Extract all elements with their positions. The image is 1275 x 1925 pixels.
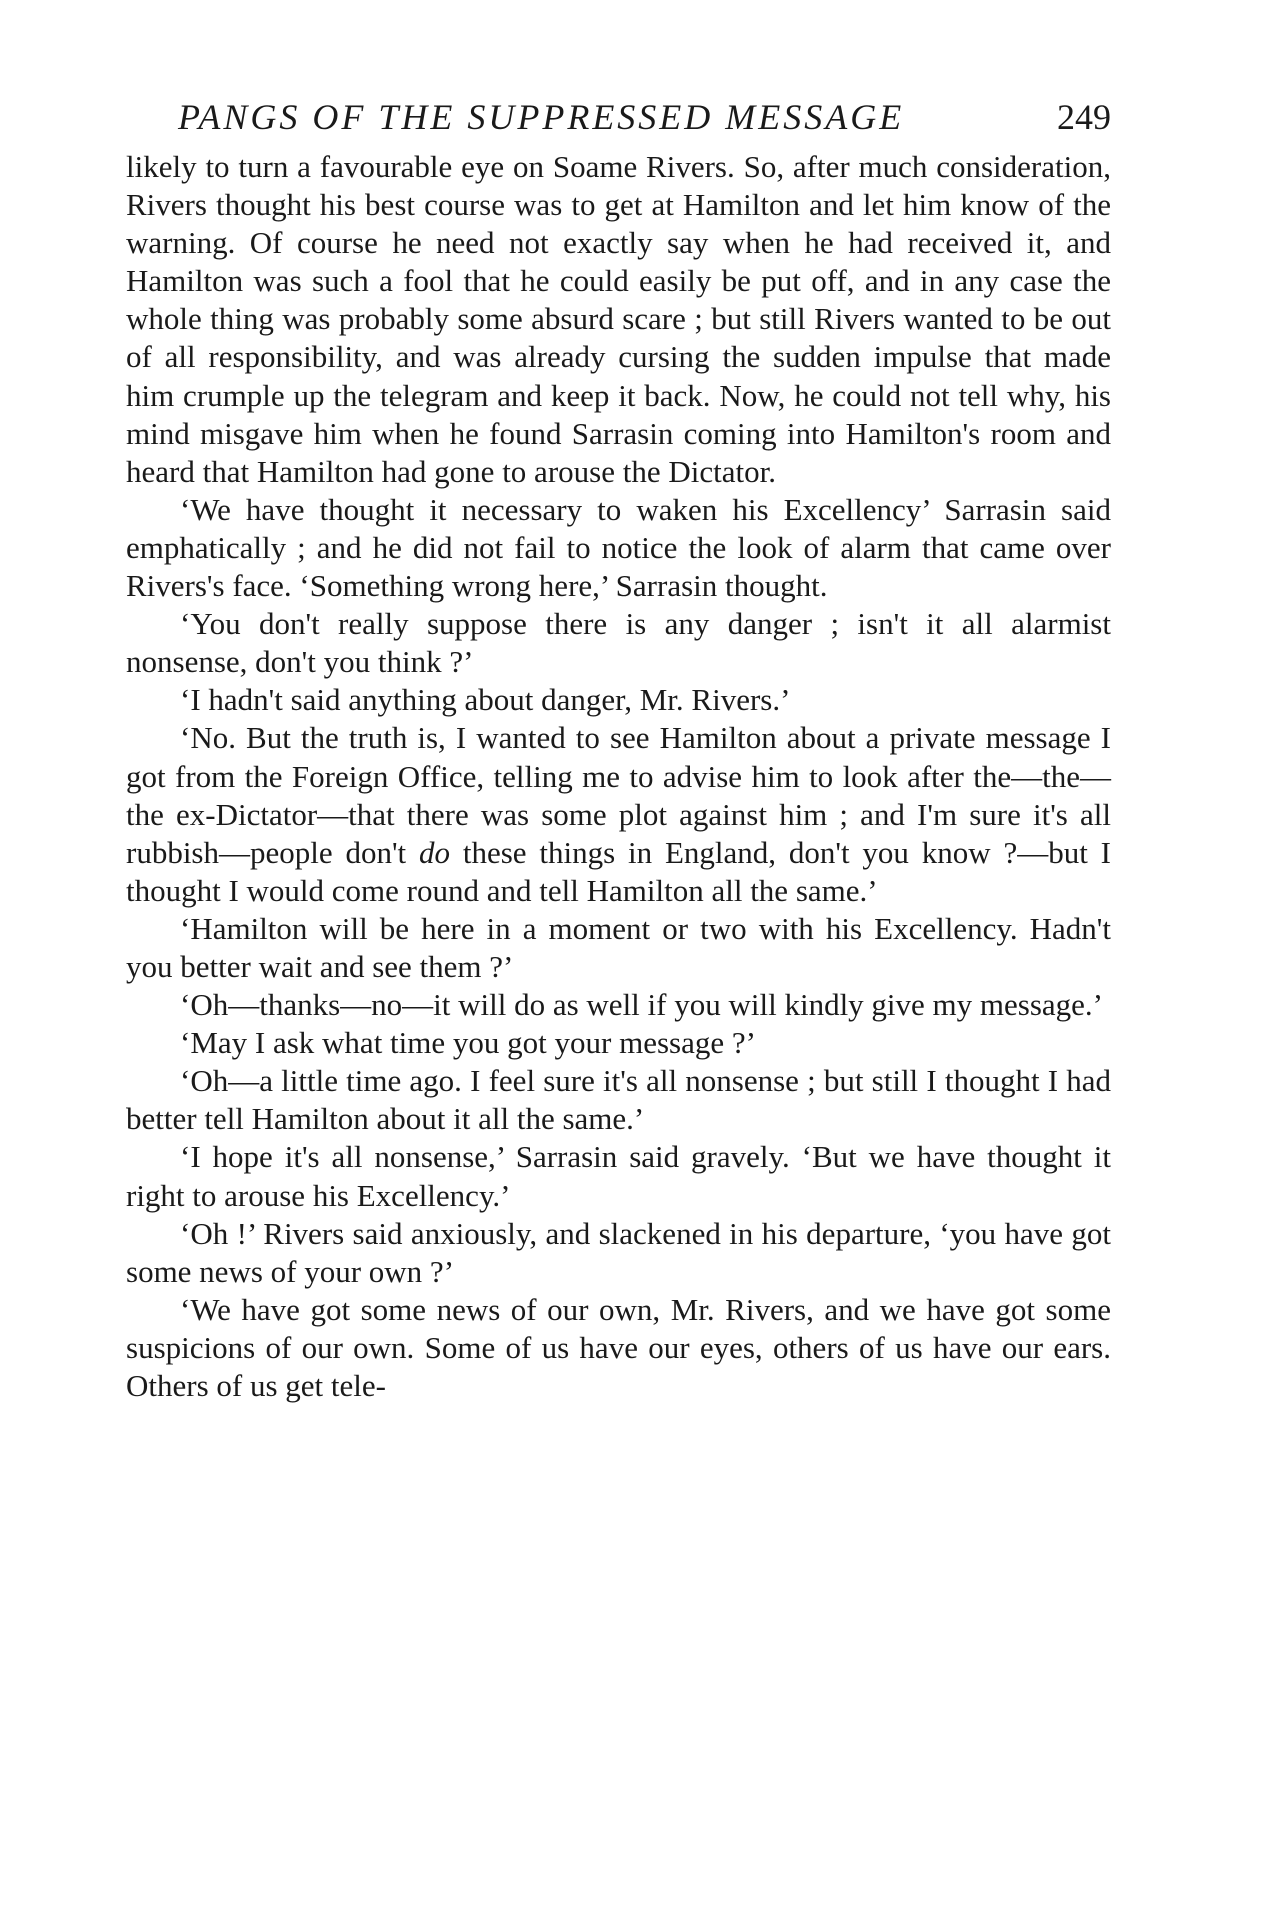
paragraph: ‘Hamilton will be here in a moment or two with his Excellency. Hadn't you better wait and see them ?’ <box>126 910 1111 984</box>
paragraph: ‘Oh—a little time ago. I feel sure it's all nonsense ; but still I thought I had better tell Hamilton about it all the same.’ <box>126 1063 1111 1137</box>
paragraph: ‘Oh—thanks—no—it will do as well if you will kindly give my message.’ <box>180 987 1104 1023</box>
running-title: PANGS OF THE SUPPRESSED MESSAGE <box>178 97 905 137</box>
paragraph: ‘May I ask what time you got your message ?’ <box>180 1025 756 1061</box>
page-number: 249 <box>1057 97 1111 137</box>
paragraph: ‘We have got some news of our own, Mr. Rivers, and we have got some suspicions of our own. Some of us have our eyes, others of us have our ears. Others of us get tele- <box>126 1291 1111 1403</box>
body-text <box>126 148 1111 1405</box>
page-header <box>126 96 1111 140</box>
paragraph: likely to turn a favourable eye on Soame Rivers. So, after much consideration, Rivers thought his best course was to get at Hamilton and let him know of the warning. Of course he need not exactly say when he had received it, and Hamilton was such a fool that he could easily be put off, and in any case the whole thing was probably some absurd scare ; but still Rivers wanted to be out of all responsibility, and was already cursing the sudden impulse that made him crumple up the telegram and keep it back. Now, he could not tell why, his mind misgave him when he found Sarrasin coming into Hamilton's room and heard that Hamilton had gone to arouse the Dictator. <box>126 149 1111 489</box>
emphasized-word: do <box>419 834 451 870</box>
paragraph-text: these things in England, don't you know ?—but I thought I would come round and tell Hamilton all the same.’ <box>126 834 1111 908</box>
paragraph <box>126 719 1111 909</box>
paragraph: ‘You don't really suppose there is any danger ; isn't it all alarmist nonsense, don't you think ?’ <box>126 606 1111 680</box>
paragraph: ‘Oh !’ Rivers said anxiously, and slackened in his departure, ‘you have got some news of your own ?’ <box>126 1215 1111 1289</box>
paragraph: ‘I hadn't said anything about danger, Mr. Rivers.’ <box>180 682 791 718</box>
book-page <box>126 96 1111 1405</box>
paragraph: ‘I hope it's all nonsense,’ Sarrasin said gravely. ‘But we have thought it right to arouse his Excellency.’ <box>126 1139 1111 1213</box>
paragraph: ‘We have thought it necessary to waken his Excellency’ Sarrasin said emphatically ; and he did not fail to notice the look of alarm that came over Rivers's face. ‘Something wrong here,’ Sarrasin thought. <box>126 491 1111 604</box>
paragraph-text: ‘No. But the truth is, I wanted to see Hamilton about a private message I got from the Foreign Office, telling me to advise him to look after the—the—the ex-Dictator—that there was some plot against him ; and I'm sure it's all rubbish—people don't <box>126 720 1111 870</box>
